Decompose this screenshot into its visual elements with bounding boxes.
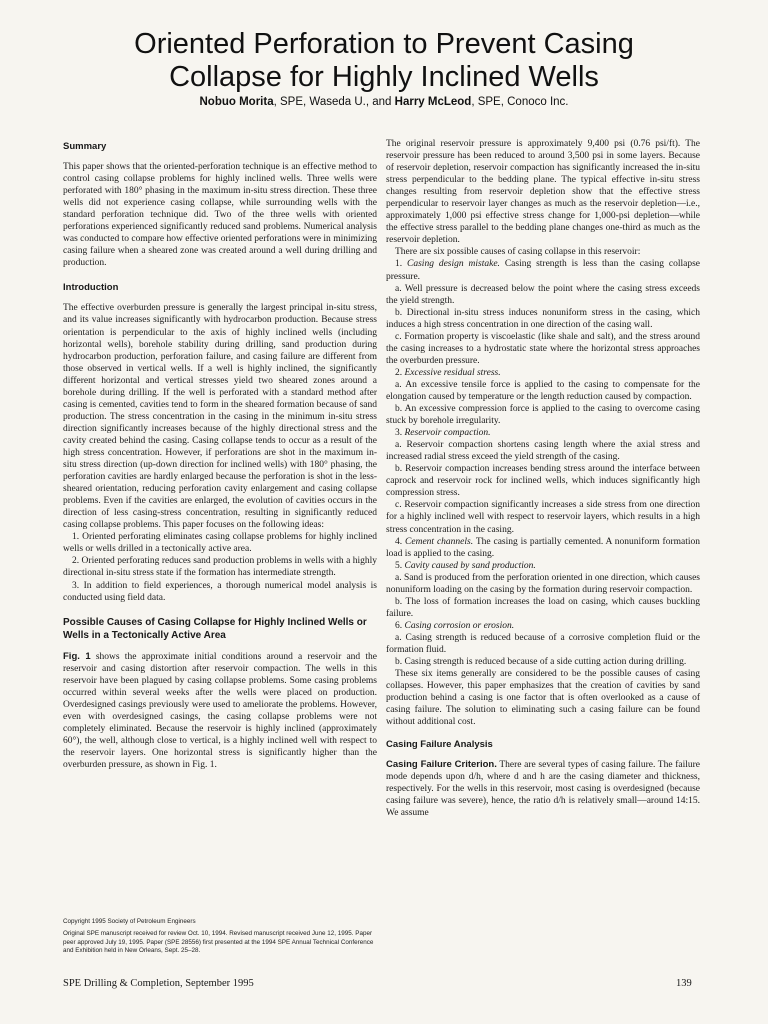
footnotes <box>63 918 379 959</box>
cause-6 <box>386 620 700 632</box>
cause-2 <box>386 367 700 379</box>
cause-5b: b. The loss of formation increases the load on casing, which causes buckling failure. <box>386 596 700 619</box>
casing-failure-criterion-text: There are several types of casing failure. The failure mode depends upon d/h, where d and h are the casing diameter and thickness, respectively. For the wells in this reservoir, most casing is overdesigned (because casing failure was severe), hence, the ratio d/h is relatively small—around 14:15. We assume <box>386 760 701 819</box>
introduction-heading: Introduction <box>63 282 119 294</box>
cause-3c: c. Reservoir compaction significantly increases a side stress from one direction for a highly inclined well with respect to reservoir layers, which results in a high stress concentration in the casing. <box>386 500 700 535</box>
cause-3a: a. Reservoir compaction shortens casing length where the axial stress and increased radial stress exceed the yield strength of the casing. <box>386 440 700 463</box>
causes-heading: Possible Causes of Casing Collapse for Highly Inclined Wells or Wells in a Tectonically Active Area <box>63 616 367 642</box>
introduction-paragraph: The effective overburden pressure is generally the largest principal in-situ stress, and its value increases significantly with hydrocarbon production. Because stress orientation is perpendicular to the axis of highly inclined wells (including horizontal wells), borehole stability during drilling, sand production during hydrocarbon production, perforation failure, and casing failure are different from those observed in vertical wells. If a well is highly inclined, the significantly different horizontal and vertical stresses yield two sheared zones around a borehole during drilling. If the well is perforated with a standard method after casing is cemented, cavities tend to form in the sheared formation because of sand production. The stress concentration in the casing in the minimum in-situ stress direction significantly increases because of the highly directional stress and the cavity created behind the casing. Casing collapse tends to occur as a result of the high stress concentration. However, if perforations are shot in the maximum in-situ stress direction (up-down direction for inclined wells) with 180° phasing, the perforation cavities are hardly enlarged because the perforation is shot in the less-sheared orientation, reducing perforation cavity enlargement and casing collapse problems. Even if the cavities are enlarged, the evolution of cavities occurs in the direction of less casing-stress concentration, resulting in significantly reduced casing collapse problems. This paper focuses on the following ideas: <box>63 303 377 531</box>
cause-4-title: Cement channels. <box>405 536 474 547</box>
cause-1a: a. Well pressure is decreased below the point where the casing stress exceeds the yield strength. <box>386 283 700 306</box>
idea-1: 1. Oriented perforating eliminates casing collapse problems for highly inclined wells or wells drilled in a tectonically active area. <box>63 532 377 555</box>
summary-heading: Summary <box>63 141 107 152</box>
cause-4-number: 4. <box>395 536 406 547</box>
cause-6a: a. Casing strength is reduced because of a corrosive completion fluid or the formation fluid. <box>386 632 700 655</box>
paper-title <box>0 28 768 94</box>
cause-3b: b. Reservoir compaction increases bending stress around the interface between caprock and reservoir rock for inclined wells, which induces significantly high compression stress. <box>386 464 700 499</box>
cause-5-title: Cavity caused by sand production. <box>404 560 536 571</box>
author-line <box>0 96 768 108</box>
journal-footer: SPE Drilling & Completion, September 1995 <box>63 978 254 989</box>
summary-paragraph: This paper shows that the oriented-perforation technique is an effective method to control casing collapse problems for highly inclined wells. Three wells were perforated with 180° phasing in the maximum in-situ stress direction. These three wells did not experience casing collapse, while surrounding wells with the standard perforation technique did. Two of the three wells with oriented perforations experienced significantly reduced sand problems. Numerical analysis was conducted to compare how effective oriented perforations were in minimizing casing failure when a sheared zone was created around a well during drilling and production. <box>63 162 377 269</box>
casing-failure-criterion-heading: Casing Failure Criterion. <box>386 759 497 771</box>
title-line-2: Collapse for Highly Inclined Wells <box>169 61 599 93</box>
causes-paragraph <box>63 651 377 771</box>
cause-6-title: Casing corrosion or erosion. <box>404 620 515 631</box>
cause-3 <box>386 427 700 439</box>
cause-1b: b. Directional in-situ stress induces nonuniform stress in the casing, which induces a high stress concentration in one direction of the casing wall. <box>386 307 700 330</box>
author-1-affiliation: , SPE, Waseda U., and <box>273 96 395 108</box>
author-2-affiliation: , SPE, Conoco Inc. <box>471 96 569 108</box>
six-causes-summary: These six items generally are considered to be the possible causes of casing collapses. However, this paper emphasizes that the creation of cavities by sand production behind a casing is one factor that is often overlooked as a cause of casing failure. The solution to eliminating such a casing failure can be found without additional cost. <box>386 669 700 728</box>
cause-2-title: Excessive residual stress. <box>404 367 501 378</box>
cause-4 <box>386 536 700 560</box>
cause-1-number: 1. <box>395 259 408 270</box>
cause-4-text: The casing is partially cemented. A nonuniform formation load is applied to the casing. <box>386 536 701 559</box>
copyright-note: Copyright 1995 Society of Petroleum Engineers <box>63 918 196 925</box>
figure-1-reference: Fig. 1 <box>63 650 91 662</box>
author-2: Harry McLeod <box>394 96 472 108</box>
cause-3-number: 3. <box>395 428 405 439</box>
idea-2: 2. Oriented perforating reduces sand production problems in wells with a highly directional in-situ stress state if the formation has intermediate strength. <box>63 556 377 579</box>
cause-2b: b. An excessive compression force is applied to the casing to overcome casing stuck by borehole irregularity. <box>386 404 700 427</box>
cause-3-title: Reservoir compaction. <box>404 428 491 439</box>
title-line-1: Oriented Perforation to Prevent Casing <box>134 28 634 60</box>
casing-failure-analysis-heading: Casing Failure Analysis <box>386 739 493 751</box>
reservoir-pressure-paragraph: The original reservoir pressure is approximately 9,400 psi (0.76 psi/ft). The reservoir pressure has been reduced to around 3,500 psi in some layers. Because of reservoir depletion, reservoir compaction has significantly increased the in-situ stress perpendicular to the bedding plane. The typical effective in-situ stress changes resulting from reservoir depletion show that the effective stress perpendicular to reservoir layer changes as much as the reservoir depletion—i.e., approximately 1,000 psi effective stress change for 1,000-psi depletion—while the effective stress parallel to the bedding plane changes one-third as much as the reservoir depletion. <box>386 139 700 246</box>
cause-1-title: Casing design mistake. <box>407 259 500 270</box>
cause-5-number: 5. <box>395 560 405 571</box>
casing-failure-criterion-paragraph <box>386 759 700 819</box>
page-number: 139 <box>676 978 692 989</box>
right-column <box>386 138 700 820</box>
cause-1c: c. Formation property is viscoelastic (like shale and salt), and the stress around the casing increases to a hydrostatic state where the horizontal stress approaches the overburden pressure. <box>386 331 700 366</box>
cause-6-number: 6. <box>395 620 405 631</box>
cause-2-number: 2. <box>395 367 405 378</box>
cause-6b: b. Casing strength is reduced because of a side cutting action during drilling. <box>395 657 687 668</box>
cause-1 <box>386 258 700 282</box>
left-column <box>63 140 377 771</box>
causes-text: shows the approximate initial conditions around a reservoir and the reservoir and casing distortion after reservoir compaction. The wells in this reservoir have been plagued by casing collapse problems. Some casing problems occurred within several weeks after the wells were placed on production. Overdesigned casings previously were used to ameliorate the problems. However, even with overdesigned casings, the casing collapse problems were not completely eliminated. Because the reservoir is highly inclined (approximately 60°), the well, although close to vertical, is a highly inclined well with respect to the reservoir layers. One horizontal stress is significantly higher than the overburden pressure, as shown in Fig. 1. <box>63 651 377 771</box>
cause-5a: a. Sand is produced from the perforation oriented in one direction, which causes nonuniform loading on the casing by the formation during reservoir compaction. <box>386 572 700 595</box>
cause-2a: a. An excessive tensile force is applied to the casing to compensate for the elongation caused by temperature or the length reduction caused by compaction. <box>386 379 700 402</box>
six-causes-intro: There are six possible causes of casing collapse in this reservoir: <box>395 247 641 258</box>
author-1: Nobuo Morita <box>199 96 274 108</box>
cause-5 <box>386 560 700 572</box>
idea-3: 3. In addition to field experiences, a thorough numerical model analysis is conducted using field data. <box>63 580 377 603</box>
manuscript-note: Original SPE manuscript received for review Oct. 10, 1994. Revised manuscript received June 12, 1995. Paper peer approved July 19, 1995. Paper (SPE 28556) first presented at the 1994 SPE Annual Technical Conference and Exhibition held in New Orleans, Sept. 25–28. <box>63 930 374 954</box>
cause-1-text: Casing strength is less than the casing collapse pressure. <box>386 259 700 282</box>
